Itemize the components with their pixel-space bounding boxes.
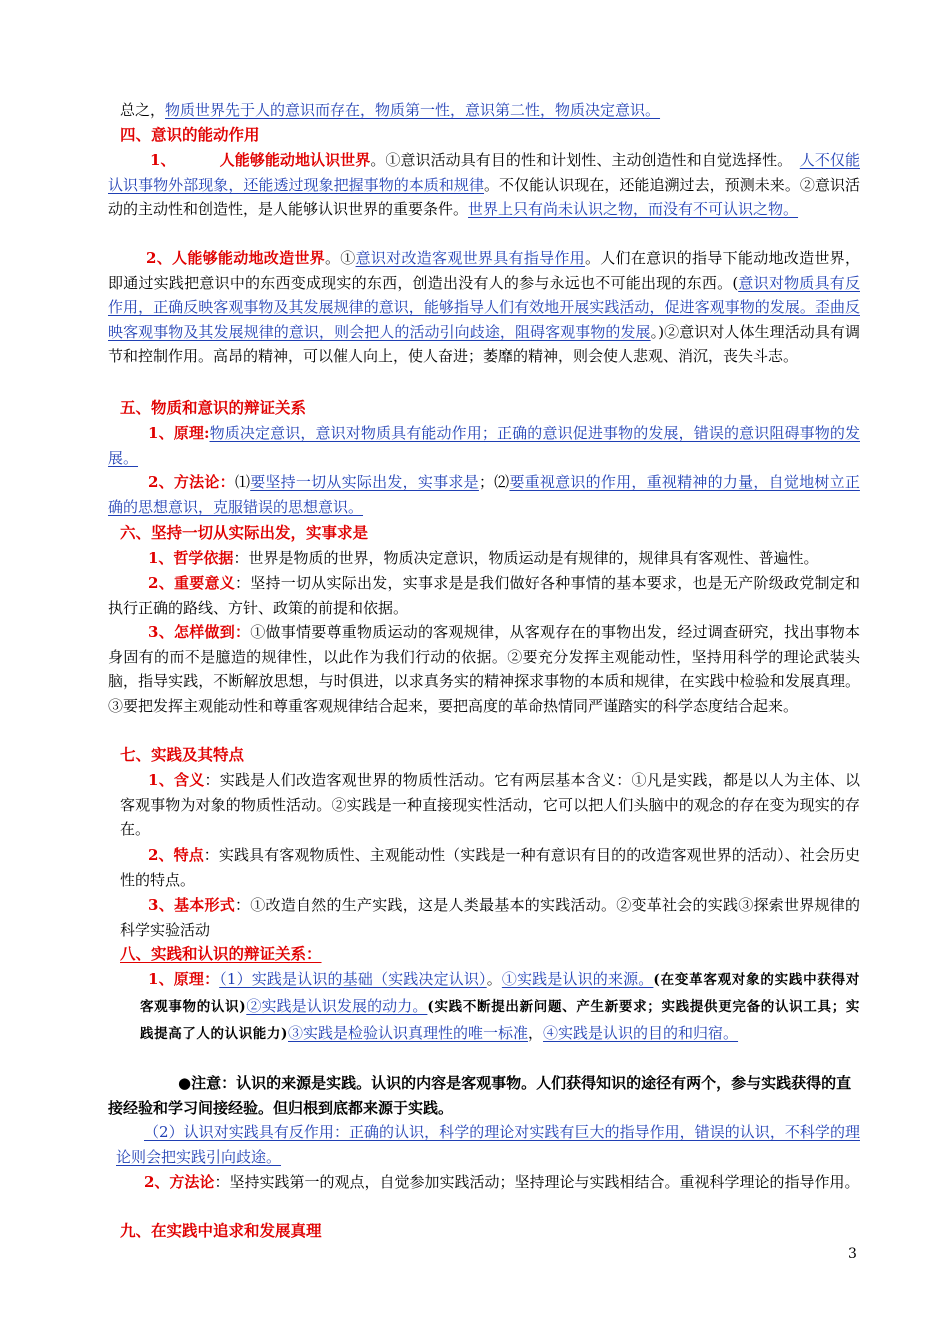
s8-paragraph-2: （2）认识对实践具有反作用：正确的认识，科学的理论对实践有巨大的指导作用，错误的认识，不科学的理论则会把实践引向歧途。	[116, 1123, 860, 1166]
section-5-heading: 五、物质和意识的辩证关系	[120, 398, 307, 417]
s6-paragraph-1: 1、哲学依据：世界是物质的世界，物质决定意识，物质运动是有规律的，规律具有客观性、普遍性。	[148, 549, 819, 567]
intro-text: 总之，	[120, 101, 166, 119]
section-6-heading: 六、坚持一切从实际出发，实事求是	[120, 523, 369, 542]
intro-underlined: 物质世界先于人的意识而存在，物质第一性，意识第二性，物质决定意识。	[165, 101, 661, 119]
s6-paragraph-2: 2、重要意义：坚持一切从实际出发，实事求是是我们做好各种事情的基本要求，也是无产阶级政党制定和执行正确的路线、方针、政策的前提和依据。	[108, 574, 860, 617]
s7-paragraph-1: 1、含义：实践是人们改造客观世界的物质性活动。它有两层基本含义：①凡是实践，都是以人为主体、以客观事物为对象的物质性活动。②实践是一种直接现实性活动，它可以把人们头脑中的观念的存在变为现实的存在。	[120, 771, 861, 838]
s8-paragraph-1: 1、原理：（1）实践是认识的基础（实践决定认识）。①实践是认识的来源。(在变革客观对象的实践中获得对客观事物的认识)②实践是认识发展的动力。(实践不断提出新问题、产生新要求；实践提供更完备的认识工具；实践提高了人的认识能力)③实践是检验认识真理性的唯一标准，④实践是认识的目的和归宿。	[140, 970, 860, 1042]
s7-paragraph-2: 2、特点：实践具有客观物质性、主观能动性（实践是一种有意识有目的的改造客观世界的活动）、社会历史性的特点。	[120, 846, 861, 889]
s5-paragraph-2: 2、方法论：⑴要坚持一切从实际出发，实事求是；⑵要重视意识的作用，重视精神的力量，自觉地树立正确的思想意识，克服错误的思想意识。	[108, 473, 860, 516]
s5-paragraph-1: 1、原理:物质决定意识，意识对物质具有能动作用；正确的意识促进事物的发展，错误的意识阻碍事物的发展。	[108, 424, 860, 467]
s7-paragraph-3: 3、基本形式：①改造自然的生产实践，这是人类最基本的实践活动。②变革社会的实践③探索世界规律的科学实验活动	[120, 896, 860, 939]
s4-paragraph-1: 1、 人能够能动地认识世界。①意识活动具有目的性和计划性、主动创造性和自觉选择性。 人不仅能认识事物外部现象，还能透过现象把握事物的本质和规律。不仅能认识现在，还能追溯过去，预测未来。②意识活动的主动性和创造性，是人能够认识世界的重要条件。世界上只有尚未认识之物，而没有不可认识之物。	[108, 151, 860, 218]
section-7-heading: 七、实践及其特点	[120, 745, 245, 764]
s8-note: ●注意：认识的来源是实践。认识的内容是客观事物。人们获得知识的途径有两个，参与实践获得的直接经验和学习间接经验。但归根到底都来源于实践。	[108, 1074, 852, 1117]
intro-paragraph	[120, 98, 860, 123]
s6-paragraph-3: 3、怎样做到：①做事情要尊重物质运动的客观规律，从客观存在的事物出发，经过调查研究，找出事物本身固有的而不是臆造的规律性，以此作为我们行动的依据。②要充分发挥主观能动性，坚持用科学的理论武装头脑，指导实践，不断解放思想，与时俱进，以求真务实的精神探求事物的本质和规律，在实践中检验和发展真理。③要把发挥主观能动性和尊重客观规律结合起来，要把高度的革命热情同严谨踏实的科学态度结合起来。	[108, 623, 860, 715]
section-9-heading: 九、在实践中追求和发展真理	[120, 1221, 322, 1240]
s4-p2-title: 2、人能够能动地改造世界	[146, 249, 325, 267]
s4-paragraph-2: 2、人能够能动地改造世界。①意识对改造客观世界具有指导作用。人们在意识的指导下能动地改造世界，即通过实践把意识中的东西变成现实的东西，创造出没有人的参与永远也不可能出现的东西。(意识对物质具有反作用，正确反映客观事物及其发展规律的意识，能够指导人们有效地开展实践活动，促进客观事物的发展。歪曲反映客观事物及其发展规律的意识，则会把人的活动引向歧途，阻碍客观事物的发展。)②意识对人体生理活动具有调节和控制作用。高昂的精神，可以催人向上，使人奋进；萎靡的精神，则会使人悲观、消沉，丧失斗志。	[108, 249, 860, 365]
page-number: 3	[848, 1246, 857, 1262]
s4-p1-title: 人能够能动地认识世界	[219, 151, 371, 169]
section-4-heading: 四、意识的能动作用	[120, 125, 260, 144]
s8-paragraph-3: 2、方法论：坚持实践第一的观点，自觉参加实践活动；坚持理论与实践相结合。重视科学理论的指导作用。	[144, 1173, 860, 1191]
section-8-heading: 八、实践和认识的辩证关系：	[120, 944, 322, 963]
